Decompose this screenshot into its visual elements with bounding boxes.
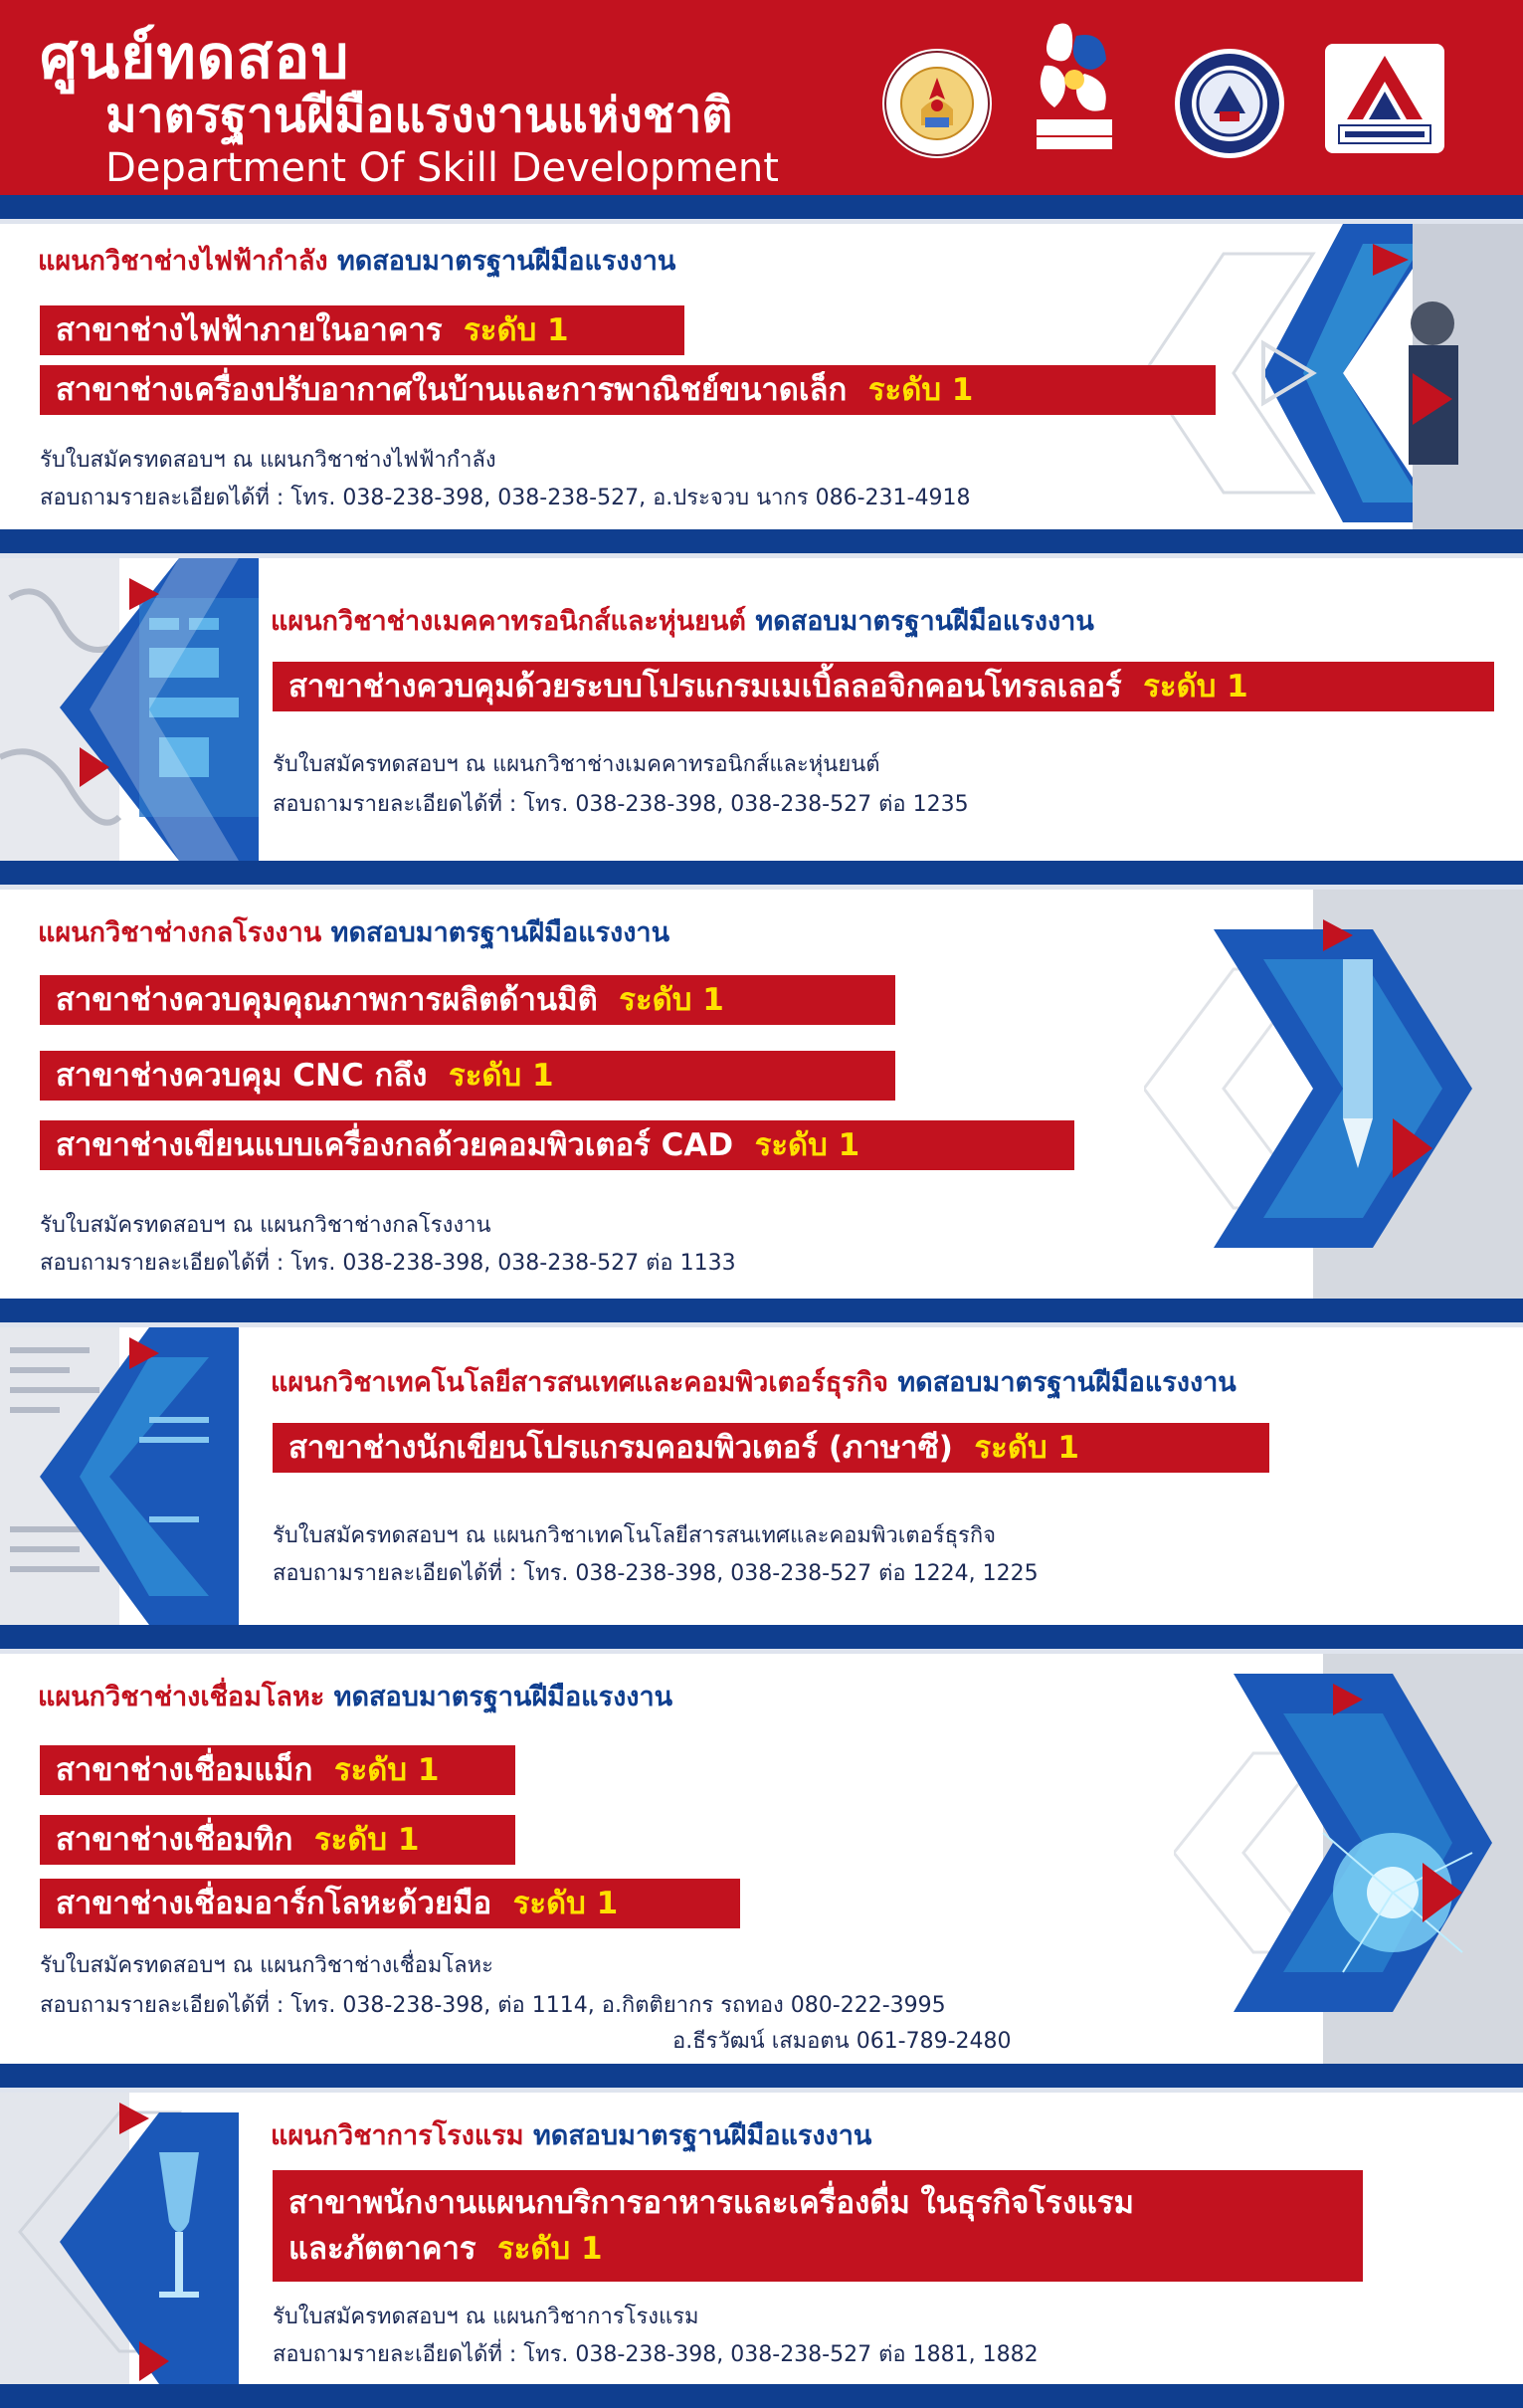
contact-info: สอบถามรายละเอียดได้ที่ : โทร. 038-238-398, 038-238-527 ต่อ 1235 bbox=[273, 792, 969, 817]
branch-level: ระดับ 1 bbox=[754, 1127, 860, 1163]
department-of-skill-development-seal-icon bbox=[881, 48, 993, 159]
application-info: รับใบสมัครทดสอบฯ ณ แผนกวิชาช่างกลโรงงาน bbox=[40, 1213, 491, 1238]
branch-name: สาขาช่างเชื่อมอาร์กโลหะด้วยมือ bbox=[56, 1886, 492, 1921]
branch-item bbox=[273, 2170, 1363, 2282]
contact-info: สอบถามรายละเอียดได้ที่ : โทร. 038-238-398, ต่อ 1114, อ.กิตติยากร รถทอง 080-222-3995 bbox=[40, 1993, 946, 2018]
glassware-photo-chevron-graphic bbox=[0, 2093, 259, 2384]
institute-emblem-icon bbox=[1174, 48, 1285, 159]
skill-standard-logo-icon bbox=[1025, 16, 1124, 155]
contact-info: สอบถามรายละเอียดได้ที่ : โทร. 038-238-398, 038-238-527, อ.ประจวบ นากร 086-231-4918 bbox=[40, 486, 971, 510]
page-subtitle: มาตรฐานฝีมือแรงงานแห่งชาติ bbox=[105, 88, 733, 143]
branch-level: ระดับ 1 bbox=[464, 312, 569, 348]
branch-name: สาขาช่างไฟฟ้าภายในอาคาร bbox=[56, 312, 443, 348]
department-name: แผนกวิชาช่างเชื่อมโลหะ bbox=[38, 1682, 325, 1712]
branch-name: สาขาช่างเชื่อมแม็ก bbox=[56, 1752, 313, 1788]
branch-name: สาขาช่างควบคุม CNC กลึง bbox=[56, 1058, 428, 1094]
branch-name: สาขาช่างนักเขียนโปรแกรมคอมพิวเตอร์ (ภาษาซี) bbox=[288, 1430, 953, 1466]
department-test-label: ทดสอบมาตรฐานฝีมือแรงงาน bbox=[336, 246, 676, 277]
department-test-label: ทดสอบมาตรฐานฝีมือแรงงาน bbox=[330, 917, 670, 948]
department-heading bbox=[271, 2118, 871, 2154]
branch-name: สาขาช่างเชื่อมทิก bbox=[56, 1822, 293, 1858]
contact-info: สอบถามรายละเอียดได้ที่ : โทร. 038-238-398, 038-238-527 ต่อ 1224, 1225 bbox=[273, 1561, 1039, 1586]
branch-item bbox=[40, 1120, 1074, 1170]
branch-item bbox=[40, 365, 1216, 415]
branch-name: สาขาพนักงานแผนกบริการอาหารและเครื่องดื่ม ในธุรกิจโรงแรม bbox=[288, 2185, 1134, 2221]
department-name: แผนกวิชาการโรงแรม bbox=[271, 2120, 524, 2151]
department-heading bbox=[38, 244, 675, 280]
code-screen-photo-chevron-graphic bbox=[0, 1327, 259, 1625]
section-hotel bbox=[0, 2093, 1523, 2384]
department-name: แผนกวิชาเทคโนโลยีสารสนเทศและคอมพิวเตอร์ธุรกิจ bbox=[271, 1367, 888, 1398]
department-heading bbox=[271, 604, 1094, 640]
branch-name: สาขาช่างเขียนแบบเครื่องกลด้วยคอมพิวเตอร์ CAD bbox=[56, 1127, 734, 1163]
page-subtitle-english: Department Of Skill Development bbox=[105, 145, 779, 191]
department-name: แผนกวิชาช่างเมคคาทรอนิกส์และหุ่นยนต์ bbox=[271, 606, 746, 637]
branch-item bbox=[40, 1051, 895, 1101]
branch-item bbox=[40, 1879, 740, 1928]
department-test-label: ทดสอบมาตรฐานฝีมือแรงงาน bbox=[532, 2120, 872, 2151]
cnc-machine-photo-chevron-graphic bbox=[1144, 890, 1523, 1299]
branch-level: ระดับ 1 bbox=[619, 982, 724, 1018]
department-heading bbox=[38, 915, 669, 951]
contact-info-secondary: อ.ธีรวัฒน์ เสมอตน 061-789-2480 bbox=[672, 2029, 1012, 2054]
branch-item bbox=[40, 1815, 515, 1865]
branch-level: ระดับ 1 bbox=[512, 1886, 619, 1921]
branch-level: ระดับ 1 bbox=[1143, 669, 1248, 704]
page-title: ศูนย์ทดสอบ bbox=[40, 23, 350, 93]
contact-info: สอบถามรายละเอียดได้ที่ : โทร. 038-238-398, 038-238-527 ต่อ 1133 bbox=[40, 1251, 736, 1276]
branch-name: สาขาช่างควบคุมคุณภาพการผลิตด้านมิติ bbox=[56, 982, 598, 1018]
section-divider bbox=[0, 1625, 1523, 1649]
branch-level: ระดับ 1 bbox=[449, 1058, 554, 1094]
application-info: รับใบสมัครทดสอบฯ ณ แผนกวิชาเทคโนโลยีสารสนเทศและคอมพิวเตอร์ธุรกิจ bbox=[273, 1523, 997, 1548]
circuit-board-photo-chevron-graphic bbox=[0, 558, 288, 861]
branch-level: ระดับ 1 bbox=[867, 372, 974, 408]
branch-name: สาขาช่างเครื่องปรับอากาศในบ้านและการพาณิชย์ขนาดเล็ก bbox=[56, 372, 848, 408]
welding-sparks-photo-chevron-graphic bbox=[1174, 1654, 1523, 2064]
department-heading bbox=[38, 1680, 672, 1715]
contact-info: สอบถามรายละเอียดได้ที่ : โทร. 038-238-398, 038-238-527 ต่อ 1881, 1882 bbox=[273, 2342, 1039, 2367]
branch-level: ระดับ 1 bbox=[333, 1752, 440, 1788]
branch-name: สาขาช่างควบคุมด้วยระบบโปรแกรมเมเบิ้ลลอจิกคอนโทรลเลอร์ bbox=[288, 669, 1122, 704]
branch-level: ระดับ 1 bbox=[314, 1822, 420, 1858]
section-divider bbox=[0, 861, 1523, 885]
section-machine-shop bbox=[0, 890, 1523, 1299]
department-name: แผนกวิชาช่างไฟฟ้ากำลัง bbox=[38, 246, 328, 277]
application-info: รับใบสมัครทดสอบฯ ณ แผนกวิชาช่างเมคคาทรอนิกส์และหุ่นยนต์ bbox=[273, 752, 880, 777]
application-info: รับใบสมัครทดสอบฯ ณ แผนกวิชาช่างไฟฟ้ากำลัง bbox=[40, 448, 496, 473]
section-information-technology bbox=[0, 1327, 1523, 1625]
branch-name-continued: และภัตตาคาร bbox=[288, 2231, 476, 2267]
department-heading bbox=[271, 1365, 1237, 1401]
department-test-label: ทดสอบมาตรฐานฝีมือแรงงาน bbox=[897, 1367, 1237, 1398]
section-divider bbox=[0, 529, 1523, 553]
section-mechatronics bbox=[0, 558, 1523, 861]
application-info: รับใบสมัครทดสอบฯ ณ แผนกวิชาช่างเชื่อมโลหะ bbox=[40, 1953, 493, 1978]
application-info: รับใบสมัครทดสอบฯ ณ แผนกวิชาการโรงแรม bbox=[273, 2305, 699, 2329]
branch-item bbox=[40, 305, 684, 355]
section-welding bbox=[0, 1654, 1523, 2064]
branch-level: ระดับ 1 bbox=[974, 1430, 1079, 1466]
branch-item bbox=[40, 1745, 515, 1795]
branch-item bbox=[273, 662, 1494, 711]
section-divider bbox=[0, 2064, 1523, 2088]
department-test-label: ทดสอบมาตรฐานฝีมือแรงงาน bbox=[755, 606, 1094, 637]
branch-level: ระดับ 1 bbox=[497, 2231, 603, 2267]
thai-austrian-logo-icon bbox=[1325, 44, 1444, 153]
section-divider bbox=[0, 195, 1523, 219]
section-electrical-power bbox=[0, 224, 1523, 529]
branch-item bbox=[40, 975, 895, 1025]
department-name: แผนกวิชาช่างกลโรงงาน bbox=[38, 917, 322, 948]
department-test-label: ทดสอบมาตรฐานฝีมือแรงงาน bbox=[333, 1682, 673, 1712]
branch-item bbox=[273, 1423, 1269, 1473]
page-header bbox=[0, 0, 1523, 195]
section-divider bbox=[0, 2384, 1523, 2408]
section-divider bbox=[0, 1299, 1523, 1322]
